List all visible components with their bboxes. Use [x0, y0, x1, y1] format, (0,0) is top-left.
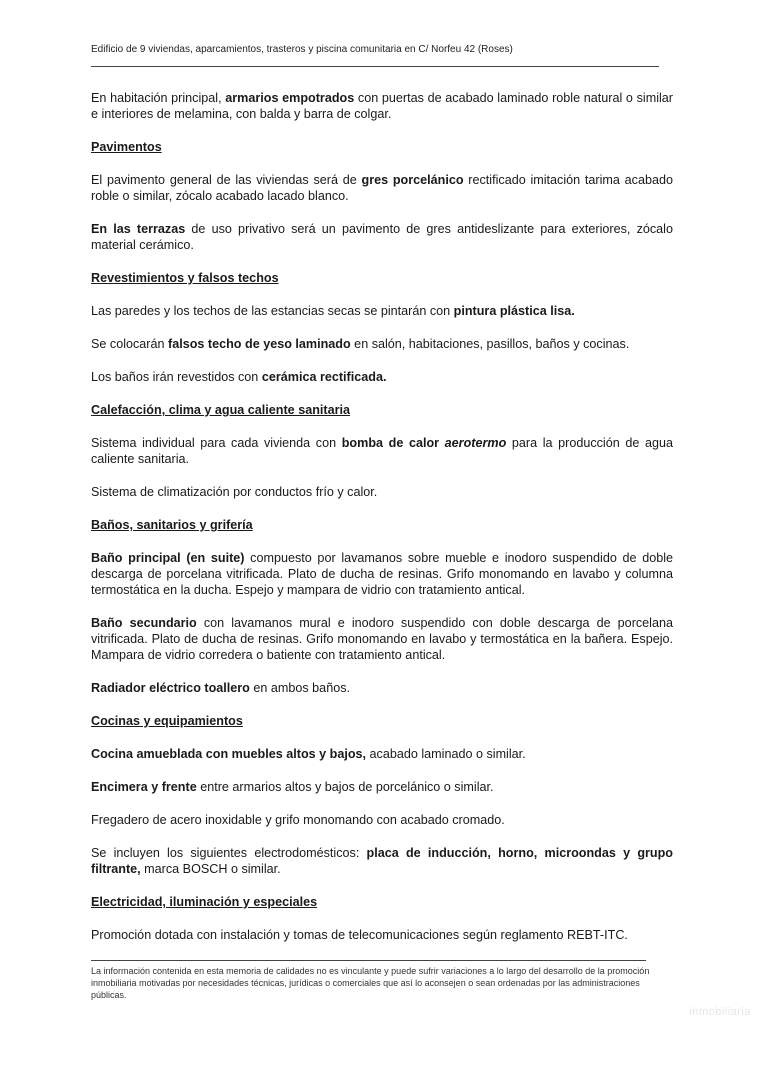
paragraph: [91, 812, 673, 828]
text-run: con lavamanos mural e inodoro suspendido con doble descarga de porcelana vitrificada. Plato de ducha de resinas. Grifo monomando en lavabo y termostática en la bañera. Espejo. Mampara de vidrio corredera o batiente con tratamiento antical.: [91, 616, 673, 662]
paragraph: [91, 369, 673, 385]
text-run: de uso privativo será un pavimento de gres antideslizante para exteriores, zócalo material cerámico.: [91, 222, 673, 252]
text-run: compuesto por lavamanos sobre mueble e inodoro suspendido de doble descarga de porcelana vitrificada. Plato de ducha de resinas. Grifo monomando en lavabo y columna termostática en la ducha. Espejo y mampara de vidrio con tratamiento antical.: [91, 551, 674, 597]
paragraph: [91, 746, 673, 762]
bold-run: pintura plástica lisa.: [453, 304, 575, 318]
bold-run: Radiador eléctrico toallero: [91, 681, 250, 695]
section-title: Revestimientos y falsos techos: [91, 271, 279, 285]
bold-run: cerámica rectificada.: [261, 370, 387, 384]
paragraph: [91, 303, 673, 319]
footer-disclaimer: La información contenida en esta memoria de calidades no es vinculante y puede sufrir variaciones a lo largo del desarrollo de la promoción inmobiliaria motivadas por necesidades técnicas, jurídicas o comerciales que así lo aconsejen o sean ordenadas por las administraciones públicas.: [91, 966, 650, 1000]
text-run: Se colocarán: [91, 337, 169, 351]
bold-italic-run: [445, 436, 507, 450]
paragraph: [91, 90, 673, 122]
section-title: Baños, sanitarios y grifería: [91, 518, 253, 532]
text-run: acabado laminado o similar.: [366, 747, 526, 761]
text-run: con puertas de acabado laminado roble natural o similar e interiores de melamina, con balda y barra de colgar.: [91, 91, 673, 121]
text-run: marca BOSCH o similar.: [140, 862, 281, 876]
text-run: en salón, habitaciones, pasillos, baños y cocinas.: [350, 337, 630, 351]
paragraph: [91, 779, 673, 795]
paragraph: [91, 927, 673, 943]
text-run: En habitación principal,: [91, 91, 226, 105]
bold-run: falsos techo de yeso laminado: [168, 337, 351, 351]
paragraph: [91, 336, 673, 352]
emphasis-text: aerotermo: [444, 436, 507, 450]
text-run: entre armarios altos y bajos de porcelánico o similar.: [196, 780, 494, 794]
bold-run: gres porcelánico: [361, 173, 464, 187]
text-run: Sistema individual para cada vivienda con: [91, 436, 342, 450]
page-header: Edificio de 9 viviendas, aparcamientos, trasteros y piscina comunitaria en C/ Norfeu 42 (Roses): [91, 44, 513, 55]
bold-run: Cocina amueblada con muebles altos y bajos,: [91, 747, 367, 761]
paragraph: [91, 680, 673, 696]
text-run: El pavimento general de las viviendas será de: [91, 173, 362, 187]
paragraph: [91, 172, 673, 204]
header-divider: [91, 66, 659, 67]
section-title: Pavimentos: [91, 140, 162, 154]
footer-divider: [91, 960, 646, 961]
paragraph: [91, 435, 673, 467]
paragraph: [91, 550, 673, 598]
text-run: en ambos baños.: [249, 681, 350, 695]
bold-run: bomba de calor: [341, 436, 445, 450]
text-run: Fregadero de acero inoxidable y grifo monomando con acabado cromado.: [91, 813, 505, 827]
section-title: Cocinas y equipamientos: [91, 714, 243, 728]
bold-run: Baño secundario: [91, 616, 197, 630]
text-run: Sistema de climatización por conductos frío y calor.: [91, 485, 378, 499]
paragraph: [91, 615, 673, 663]
paragraph: [91, 845, 673, 877]
text-run: Promoción dotada con instalación y tomas de telecomunicaciones según reglamento REBT-ITC.: [91, 928, 628, 942]
text-run: Las paredes y los techos de las estancias secas se pintarán con: [91, 304, 454, 318]
text-run: Los baños irán revestidos con: [91, 370, 262, 384]
section-title: Electricidad, iluminación y especiales: [91, 895, 318, 909]
text-run: rectificado imitación tarima acabado roble o similar, zócalo acabado lacado blanco.: [91, 173, 673, 203]
document-body: [91, 90, 673, 960]
bold-run: placa de inducción, horno, microondas y grupo filtrante,: [91, 846, 674, 876]
watermark: inmobiliaria: [689, 1006, 751, 1018]
bold-run: armarios empotrados: [225, 91, 355, 105]
section-title: Calefacción, clima y agua caliente sanitaria: [91, 403, 350, 417]
text-run: Se incluyen los siguientes electrodomésticos:: [91, 846, 367, 860]
text-run: para la producción de agua caliente sanitaria.: [91, 436, 673, 466]
bold-run: Encimera y frente: [91, 780, 197, 794]
bold-run: En las terrazas: [91, 222, 186, 236]
paragraph: [91, 484, 673, 500]
bold-run: Baño principal (en suite): [91, 551, 245, 565]
paragraph: [91, 221, 673, 253]
